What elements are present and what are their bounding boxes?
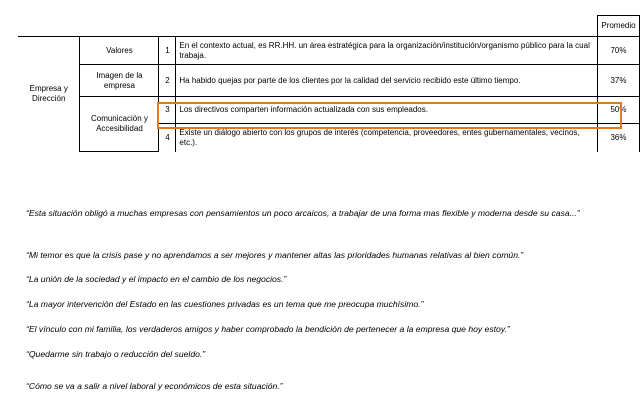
- subcategory-cell: Valores: [80, 37, 159, 65]
- item-percentage: 50%: [597, 97, 639, 124]
- item-percentage: 36%: [597, 124, 639, 152]
- quote: “La mayor intervención del Estado en las cuestiones privadas es un tema que me preocupa muchísimo.”: [26, 299, 424, 309]
- item-number: 1: [159, 37, 176, 65]
- subcategory-cell: Imagen de la empresa: [80, 65, 159, 97]
- survey-table: [18, 15, 640, 152]
- promedio-header: Promedio: [597, 16, 639, 37]
- quote: “Quedarme sin trabajo o reducción del sueldo.”: [26, 349, 206, 359]
- quote: “Esta situación obligó a muchas empresas con pensamientos un poco arcaicos, a trabajar de una forma mas flexible y moderna desde su casa...”: [26, 208, 580, 218]
- subcategory-cell: Comunicación y Accesibilidad: [80, 97, 159, 152]
- item-statement: Ha habido quejas por parte de los clientes por la calidad del servicio recibido este último tiempo.: [176, 65, 598, 97]
- item-statement: Los directivos comparten información actualizada con sus empleados.: [176, 97, 598, 124]
- item-statement: En el contexto actual, es RR.HH. un área estratégica para la organización/institución/organismo público para la cual trabaja.: [176, 37, 598, 65]
- item-number: 2: [159, 65, 176, 97]
- item-percentage: 37%: [597, 65, 639, 97]
- quote: “Mi temor es que la crisis pase y no aprendamos a ser mejores y mantener altas las prioridades humanas relativas al bien común.”: [26, 250, 524, 260]
- item-number: 4: [159, 124, 176, 152]
- quote: “La unión de la sociedad y el impacto en el cambio de los negocios.”: [26, 274, 287, 284]
- item-number: 3: [159, 97, 176, 124]
- quote: “Cómo se va a salir a nivel laboral y económicos de esta situación.”: [26, 381, 283, 391]
- item-statement: Existe un diálogo abierto con los grupos de interés (competencia, proveedores, entes gubernamentales, vecinos, etc.).: [176, 124, 598, 152]
- item-percentage: 70%: [597, 37, 639, 65]
- quote: “El vínculo con mi familia, los verdaderos amigos y haber comprobado la bendición de pertenecer a la empresa que hoy estoy.”: [26, 324, 510, 334]
- category-cell: Empresa y Dirección: [18, 37, 80, 152]
